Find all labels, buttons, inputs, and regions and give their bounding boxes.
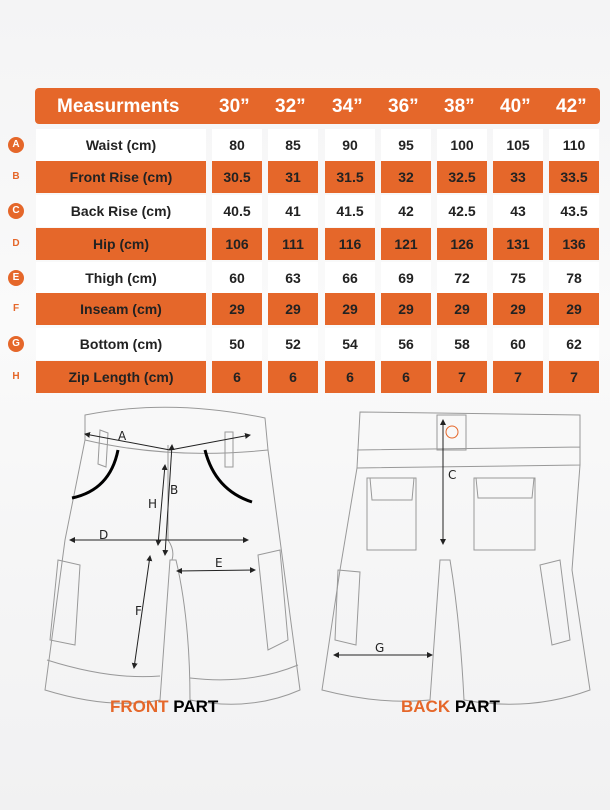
back-shorts-drawing [322,412,590,704]
size-value: 33 [493,161,543,193]
label-d: D [99,528,109,542]
row-key-badge: B [12,171,20,182]
size-value: 32.5 [437,161,487,193]
size-value: 85 [268,129,318,161]
header-title: Measurments [57,96,180,117]
size-header: 32” [275,96,306,117]
size-header: 40” [500,96,531,117]
size-value: 110 [549,129,599,161]
size-value: 6 [212,361,262,393]
size-value: 90 [325,129,375,161]
size-value: 116 [325,228,375,260]
size-value: 43 [493,195,543,227]
size-value: 33.5 [549,161,599,193]
measurement-label: Front Rise (cm) [36,161,206,193]
size-value: 42 [381,195,431,227]
measurement-label: Back Rise (cm) [36,195,206,227]
size-value: 41 [268,195,318,227]
size-value: 29 [325,293,375,325]
size-value: 72 [437,262,487,294]
label-h: H [148,497,158,511]
size-value: 62 [549,328,599,360]
row-key-badge: A [8,137,24,153]
size-header: 38” [444,96,475,117]
row-key-badge: E [8,270,24,286]
row-key-badge: G [8,336,24,352]
size-value: 126 [437,228,487,260]
label-g: G [375,641,385,655]
size-value: 29 [437,293,487,325]
row-key-badge: F [12,303,20,314]
size-value: 7 [549,361,599,393]
size-value: 105 [493,129,543,161]
size-value: 30.5 [212,161,262,193]
label-e: E [215,556,223,570]
size-header: 34” [332,96,363,117]
size-value: 29 [381,293,431,325]
size-header: 30” [219,96,250,117]
size-value: 63 [268,262,318,294]
size-value: 41.5 [325,195,375,227]
size-value: 7 [493,361,543,393]
measurement-label: Thigh (cm) [36,262,206,294]
row-key-badge: H [12,371,20,382]
row-key-badge: D [12,238,20,249]
size-value: 66 [325,262,375,294]
front-shorts-drawing [45,407,300,704]
size-value: 29 [212,293,262,325]
label-f: F [135,604,142,618]
size-value: 111 [268,228,318,260]
size-value: 29 [549,293,599,325]
size-value: 32 [381,161,431,193]
size-value: 6 [381,361,431,393]
size-value: 78 [549,262,599,294]
size-value: 42.5 [437,195,487,227]
size-value: 31 [268,161,318,193]
size-value: 131 [493,228,543,260]
row-key-badge: C [8,203,24,219]
size-value: 40.5 [212,195,262,227]
front-part-caption: FRONT PART [110,697,219,716]
size-value: 121 [381,228,431,260]
size-value: 43.5 [549,195,599,227]
size-value: 58 [437,328,487,360]
measurement-label: Bottom (cm) [36,328,206,360]
size-value: 60 [212,262,262,294]
size-value: 56 [381,328,431,360]
size-value: 100 [437,129,487,161]
size-value: 69 [381,262,431,294]
size-value: 95 [381,129,431,161]
size-value: 60 [493,328,543,360]
size-header: 42” [556,96,587,117]
measurement-label: Hip (cm) [36,228,206,260]
label-a: A [118,429,127,443]
size-value: 6 [268,361,318,393]
size-value: 29 [493,293,543,325]
size-value: 75 [493,262,543,294]
size-value: 52 [268,328,318,360]
size-value: 136 [549,228,599,260]
size-value: 50 [212,328,262,360]
size-value: 6 [325,361,375,393]
measurement-label: Waist (cm) [36,129,206,161]
back-part-caption: BACK PART [401,697,500,716]
size-value: 7 [437,361,487,393]
size-header: 36” [388,96,419,117]
label-b: B [170,483,179,497]
size-value: 80 [212,129,262,161]
measurement-label: Zip Length (cm) [36,361,206,393]
label-c: C [448,468,457,482]
size-value: 54 [325,328,375,360]
size-value: 106 [212,228,262,260]
size-value: 31.5 [325,161,375,193]
measurement-label: Inseam (cm) [36,293,206,325]
size-value: 29 [268,293,318,325]
